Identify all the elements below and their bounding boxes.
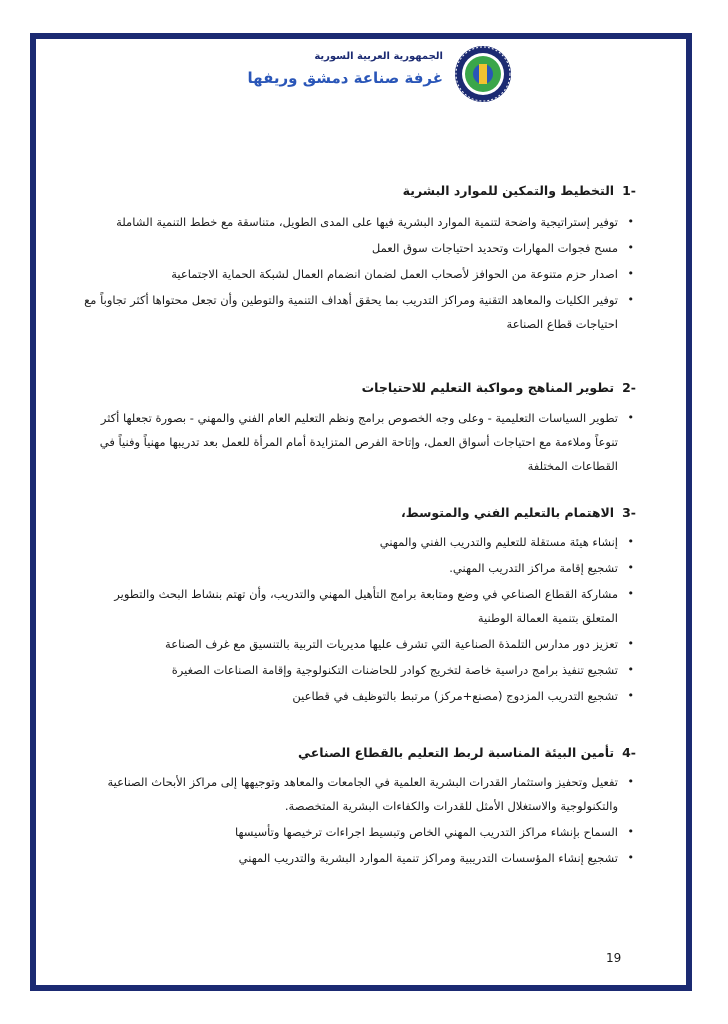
section-title: تطوير المناهج ومواكبة التعليم للاحتياجات: [361, 380, 615, 395]
section-number: -3: [622, 505, 636, 520]
section-title: تأمين البيئة المناسبة لربط التعليم بالقطاع الصناعي: [298, 745, 615, 760]
section-number: -1: [622, 183, 636, 198]
section-1-heading: [403, 183, 636, 198]
section-2-list: [80, 406, 636, 480]
section-title: التخطيط والتمكين للموارد البشرية: [402, 183, 615, 198]
section-3-heading: [401, 505, 636, 520]
list-item: • توفير الكليات والمعاهد التقنية ومراكز التدريب بما يحقق أهداف التنمية والتوطين وأن تجعل محتواها أكثر تجاوباً مع احتياجات قطاع الصناعة: [80, 288, 636, 336]
section-3-list: [80, 530, 636, 710]
list-item: • مشاركة القطاع الصناعي في وضع ومتابعة برامج التأهيل المهني والتدريب، وأن تهتم بنشاط البحث والتطوير المتعلق بتنمية العمالة الوطنية: [80, 582, 636, 630]
section-2-heading: [362, 380, 636, 395]
list-item: • إنشاء هيئة مستقلة للتعليم والتدريب الفني والمهني: [80, 530, 636, 554]
section-number: -4: [622, 745, 636, 760]
list-item: • تشجيع تنفيذ برامج دراسية خاصة لتخريج كوادر للحاضنات التكنولوجية وإقامة الصناعات الصغيرة: [80, 658, 636, 682]
list-item: • تشجيع إنشاء المؤسسات التدريبية ومراكز تنمية الموارد البشرية والتدريب المهني: [80, 846, 636, 870]
list-item: • تفعيل وتحفيز واستثمار القدرات البشرية العلمية في الجامعات والمعاهد وتوجيهها إلى مراكز الأبحاث الصناعية والتكنولوجية والاستغلال الأمثل للقدرات والكفاءات البشرية المتخصصة.: [80, 770, 636, 818]
page-number: 19: [606, 951, 622, 965]
letterhead: [247, 44, 513, 104]
list-item: • تعزيز دور مدارس التلمذة الصناعية التي تشرف عليها مديريات التربية بالتنسيق مع غرف الصناعة: [80, 632, 636, 656]
list-item: • اصدار حزم متنوعة من الحوافز لأصحاب العمل لضمان انضمام العمال لشبكة الحماية الاجتماعية: [80, 262, 636, 286]
chamber-name: غرفة صناعة دمشق وريفها: [247, 69, 443, 87]
section-1-list: [80, 210, 636, 338]
list-item: • تشجيع التدريب المزدوج (مصنع+مركز) مرتبط بالتوظيف في قطاعين: [80, 684, 636, 708]
section-number: -2: [622, 380, 636, 395]
country-name: الجمهورية العربية السورية: [314, 51, 443, 62]
section-4-list: [80, 770, 636, 872]
list-item: • توفير إستراتيجية واضحة لتنمية الموارد البشرية فيها على المدى الطويل، متناسقة مع خطط التنمية الشاملة: [80, 210, 636, 234]
list-item: • تطوير السياسات التعليمية - وعلى وجه الخصوص برامج ونظم التعليم العام الفني والمهني - بصورة تجعلها أكثر تنوعاً وملاءمة مع احتياجات أسواق العمل، وإتاحة الفرص المتزايدة أمام المرأة للعمل بعد تدريبها مهنياً وفنياً في القطاعات المختلفة: [80, 406, 636, 478]
section-4-heading: [298, 745, 636, 760]
list-item: • السماح بإنشاء مراكز التدريب المهني الخاص وتبسيط اجراءات ترخيصها وتأسيسها: [80, 820, 636, 844]
list-item: • تشجيع إقامة مراكز التدريب المهني.: [80, 556, 636, 580]
section-title: الاهتمام بالتعليم الفني والمتوسط،: [400, 505, 615, 520]
chamber-seal-icon: [453, 44, 513, 104]
list-item: • مسح فجوات المهارات وتحديد احتياجات سوق العمل: [80, 236, 636, 260]
